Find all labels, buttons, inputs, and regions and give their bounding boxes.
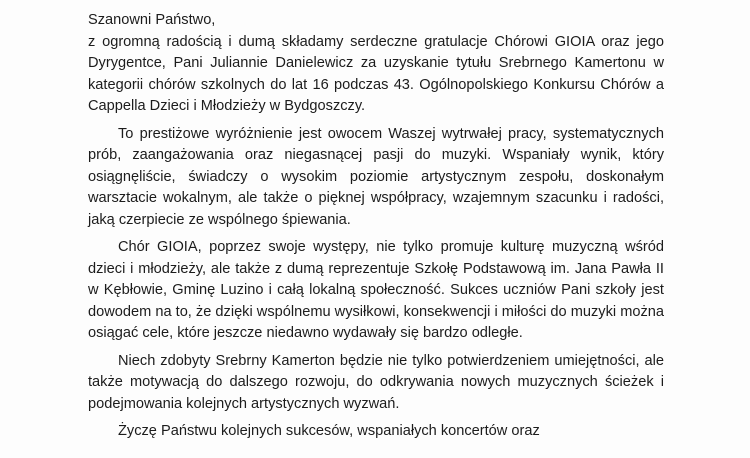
letter-body bbox=[88, 10, 664, 443]
paragraph-wishes: Życzę Państwu kolejnych sukcesów, wspaniałych koncertów oraz bbox=[118, 423, 540, 439]
salutation: Szanowni Państwo, bbox=[88, 12, 216, 28]
paragraph-choir-promotion: Chór GIOIA, poprzez swoje występy, nie tylko promuje kulturę muzyczną wśród dzieci i młodzieży, ale także z dumą reprezentuje Szkołę Podstawową im. Jana Pawła II w Kębłowie, Gminę Luzino i całą lokalną społeczność. Sukces uczniów Pani szkoły jest dowodem na to, że dzięki wspólnemu wysiłkowi, konsekwencji i miłości do muzyki można osiągać cele, które jeszcze niedawno wydawały się bardzo odległe. bbox=[88, 239, 664, 341]
paragraph-award-value: To prestiżowe wyróżnienie jest owocem Waszej wytrwałej pracy, systematycznych prób, zaangażowania oraz niegasnącej pasji do muzyki. Wspaniały wynik, który osiągnęliście, świadczy o wysokim poziomie artystycznym zespołu, doskonałym warsztacie wokalnym, ale także o pięknej współpracy, wzajemnym szacunku i radości, jaką czerpiecie ze wspólnego śpiewania. bbox=[88, 125, 664, 228]
paragraph-motivation: Niech zdobyty Srebrny Kamerton będzie nie tylko potwierdzeniem umiejętności, ale także motywacją do dalszego rozwoju, do odkrywania nowych muzycznych ścieżek i podejmowania kolejnych artystycznych wyzwań. bbox=[88, 352, 664, 412]
paragraph-congratulations: z ogromną radością i dumą składamy serdeczne gratulacje Chórowi GIOIA oraz jego Dyrygentce, Pani Juliannie Danielewicz za uzyskanie tytułu Srebrnego Kamertonu w kategorii chórów szkolnych do lat 16 podczas 43. Ogólnopolskiego Konkursu Chórów a Cappella Dzieci i Młodzieży w Bydgoszczy. bbox=[88, 33, 664, 114]
